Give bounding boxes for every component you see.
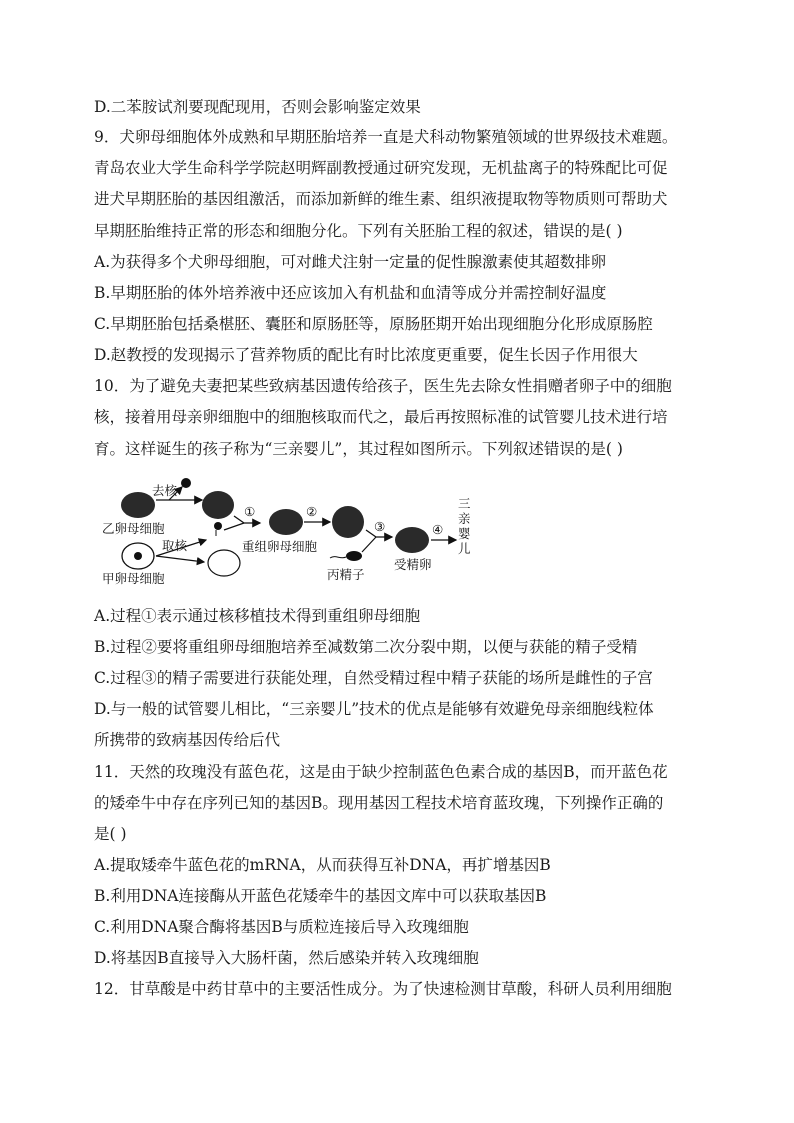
- bing-sperm-label: 丙精子: [327, 567, 365, 582]
- recombined-oocyte-cell: [269, 509, 303, 535]
- yi-oocyte-label: 乙卵母细胞: [102, 521, 165, 536]
- step-1-label: ①: [244, 504, 256, 519]
- option-b: B.早期胚胎的体外培养液中还应该加入有机盐和血清等成分并需控制好温度: [94, 284, 607, 302]
- text-line: 是( ): [94, 825, 127, 843]
- option-d: D.与一般的试管婴儿相比，“三亲婴儿”技术的优点是能够有效避免母亲细胞线粒体: [94, 700, 654, 718]
- option-b: B.利用DNA连接酶从开蓝色花矮牵牛的基因文库中可以获取基因B: [94, 887, 547, 905]
- option-c: C.早期胚胎包括桑椹胚、囊胚和原肠胚等，原肠胚期开始出现细胞分化形成原肠腔: [94, 315, 653, 333]
- question-10-stem: 10．为了避免夫妻把某些致病基因遗传给孩子，医生先去除女性捐赠者卵子中的细胞: [94, 377, 672, 395]
- yi-oocyte-cell: [121, 492, 155, 518]
- option-a: A.为获得多个犬卵母细胞，可对雌犬注射一定量的促性腺激素使其超数排卵: [94, 253, 607, 271]
- question-11-stem: 11．天然的玫瑰没有蓝色花，这是由于缺少控制蓝色色素合成的基因B，而开蓝色花: [94, 763, 668, 781]
- step-4-label: ④: [432, 522, 444, 537]
- text-line: D.二苯胺试剂要现配现用，否则会影响鉴定效果: [94, 98, 421, 116]
- question-9-stem: 9．犬卵母细胞体外成熟和早期胚胎培养一直是犬科动物繁殖领域的世界级技术难题。: [94, 128, 678, 146]
- option-c: C.利用DNA聚合酶将基因B与质粒连接后导入玫瑰细胞: [94, 918, 469, 936]
- text-line: 育。这样诞生的孩子称为“三亲婴儿”，其过程如图所示。下列叙述错误的是( ): [94, 440, 623, 458]
- question-12-stem: 12．甘草酸是中药甘草中的主要活性成分。为了快速检测甘草酸，科研人员利用细胞: [94, 980, 672, 998]
- option-c: C.过程③的精子需要进行获能处理，自然受精过程中精子获能的场所是雌性的子宫: [94, 669, 653, 687]
- text-line: 核，接着用母亲卵细胞中的细胞核取而代之，最后再按照标准的试管婴儿技术进行培: [94, 408, 668, 426]
- step-3-label: ③: [374, 519, 386, 534]
- fertilized-egg-cell: [395, 527, 429, 553]
- recombined-oocyte-label: 重组卵母细胞: [242, 539, 318, 554]
- diagram-svg: [94, 478, 494, 590]
- option-a: A.提取矮牵牛蓝色花的mRNA，从而获得互补DNA，再扩增基因B: [94, 856, 551, 874]
- option-d: D.赵教授的发现揭示了营养物质的配比有时比浓度更重要，促生长因子作用很大: [94, 346, 638, 364]
- option-b: B.过程②要将重组卵母细胞培养至减数第二次分裂中期，以便与获能的精子受精: [94, 638, 638, 656]
- text-line: 青岛农业大学生命科学学院赵明辉副教授通过研究发现，无机盐离子的特殊配比可促: [94, 159, 668, 177]
- leftover-cell: [208, 550, 240, 576]
- removed-nucleus: [181, 478, 191, 488]
- step-2-label: ②: [306, 504, 318, 519]
- text-line: 所携带的致病基因传给后代: [94, 731, 281, 749]
- result-char: 三: [458, 496, 471, 511]
- option-a: A.过程①表示通过核移植技术得到重组卵母细胞: [94, 607, 421, 625]
- take-nucleus-label: 取核: [162, 538, 188, 553]
- three-parent-baby-diagram: [94, 478, 494, 590]
- text-line: 进犬早期胚胎的基因组激活，而添加新鲜的维生素、组织液提取物等物质则可帮助犬: [94, 190, 668, 208]
- text-line: 的矮牵牛中存在序列已知的基因B。现用基因工程技术培育蓝玫瑰，下列操作正确的: [94, 794, 664, 812]
- option-d: D.将基因B直接导入大肠杆菌，然后感染并转入玫瑰细胞: [94, 949, 479, 967]
- result-char: 亲: [458, 511, 471, 526]
- remove-nucleus-label: 去核: [152, 483, 178, 498]
- enucleated-oocyte: [202, 491, 234, 519]
- fertilized-egg-label: 受精卵: [394, 557, 432, 572]
- result-char: 儿: [458, 541, 471, 556]
- result-char: 婴: [458, 526, 471, 541]
- jia-oocyte-label: 甲卵母细胞: [102, 571, 165, 586]
- text-line: 早期胚胎维持正常的形态和细胞分化。下列有关胚胎工程的叙述，错误的是( ): [94, 222, 623, 240]
- donor-nucleus: [214, 522, 222, 530]
- mature-oocyte-cell: [332, 506, 364, 538]
- bing-sperm: [346, 551, 362, 561]
